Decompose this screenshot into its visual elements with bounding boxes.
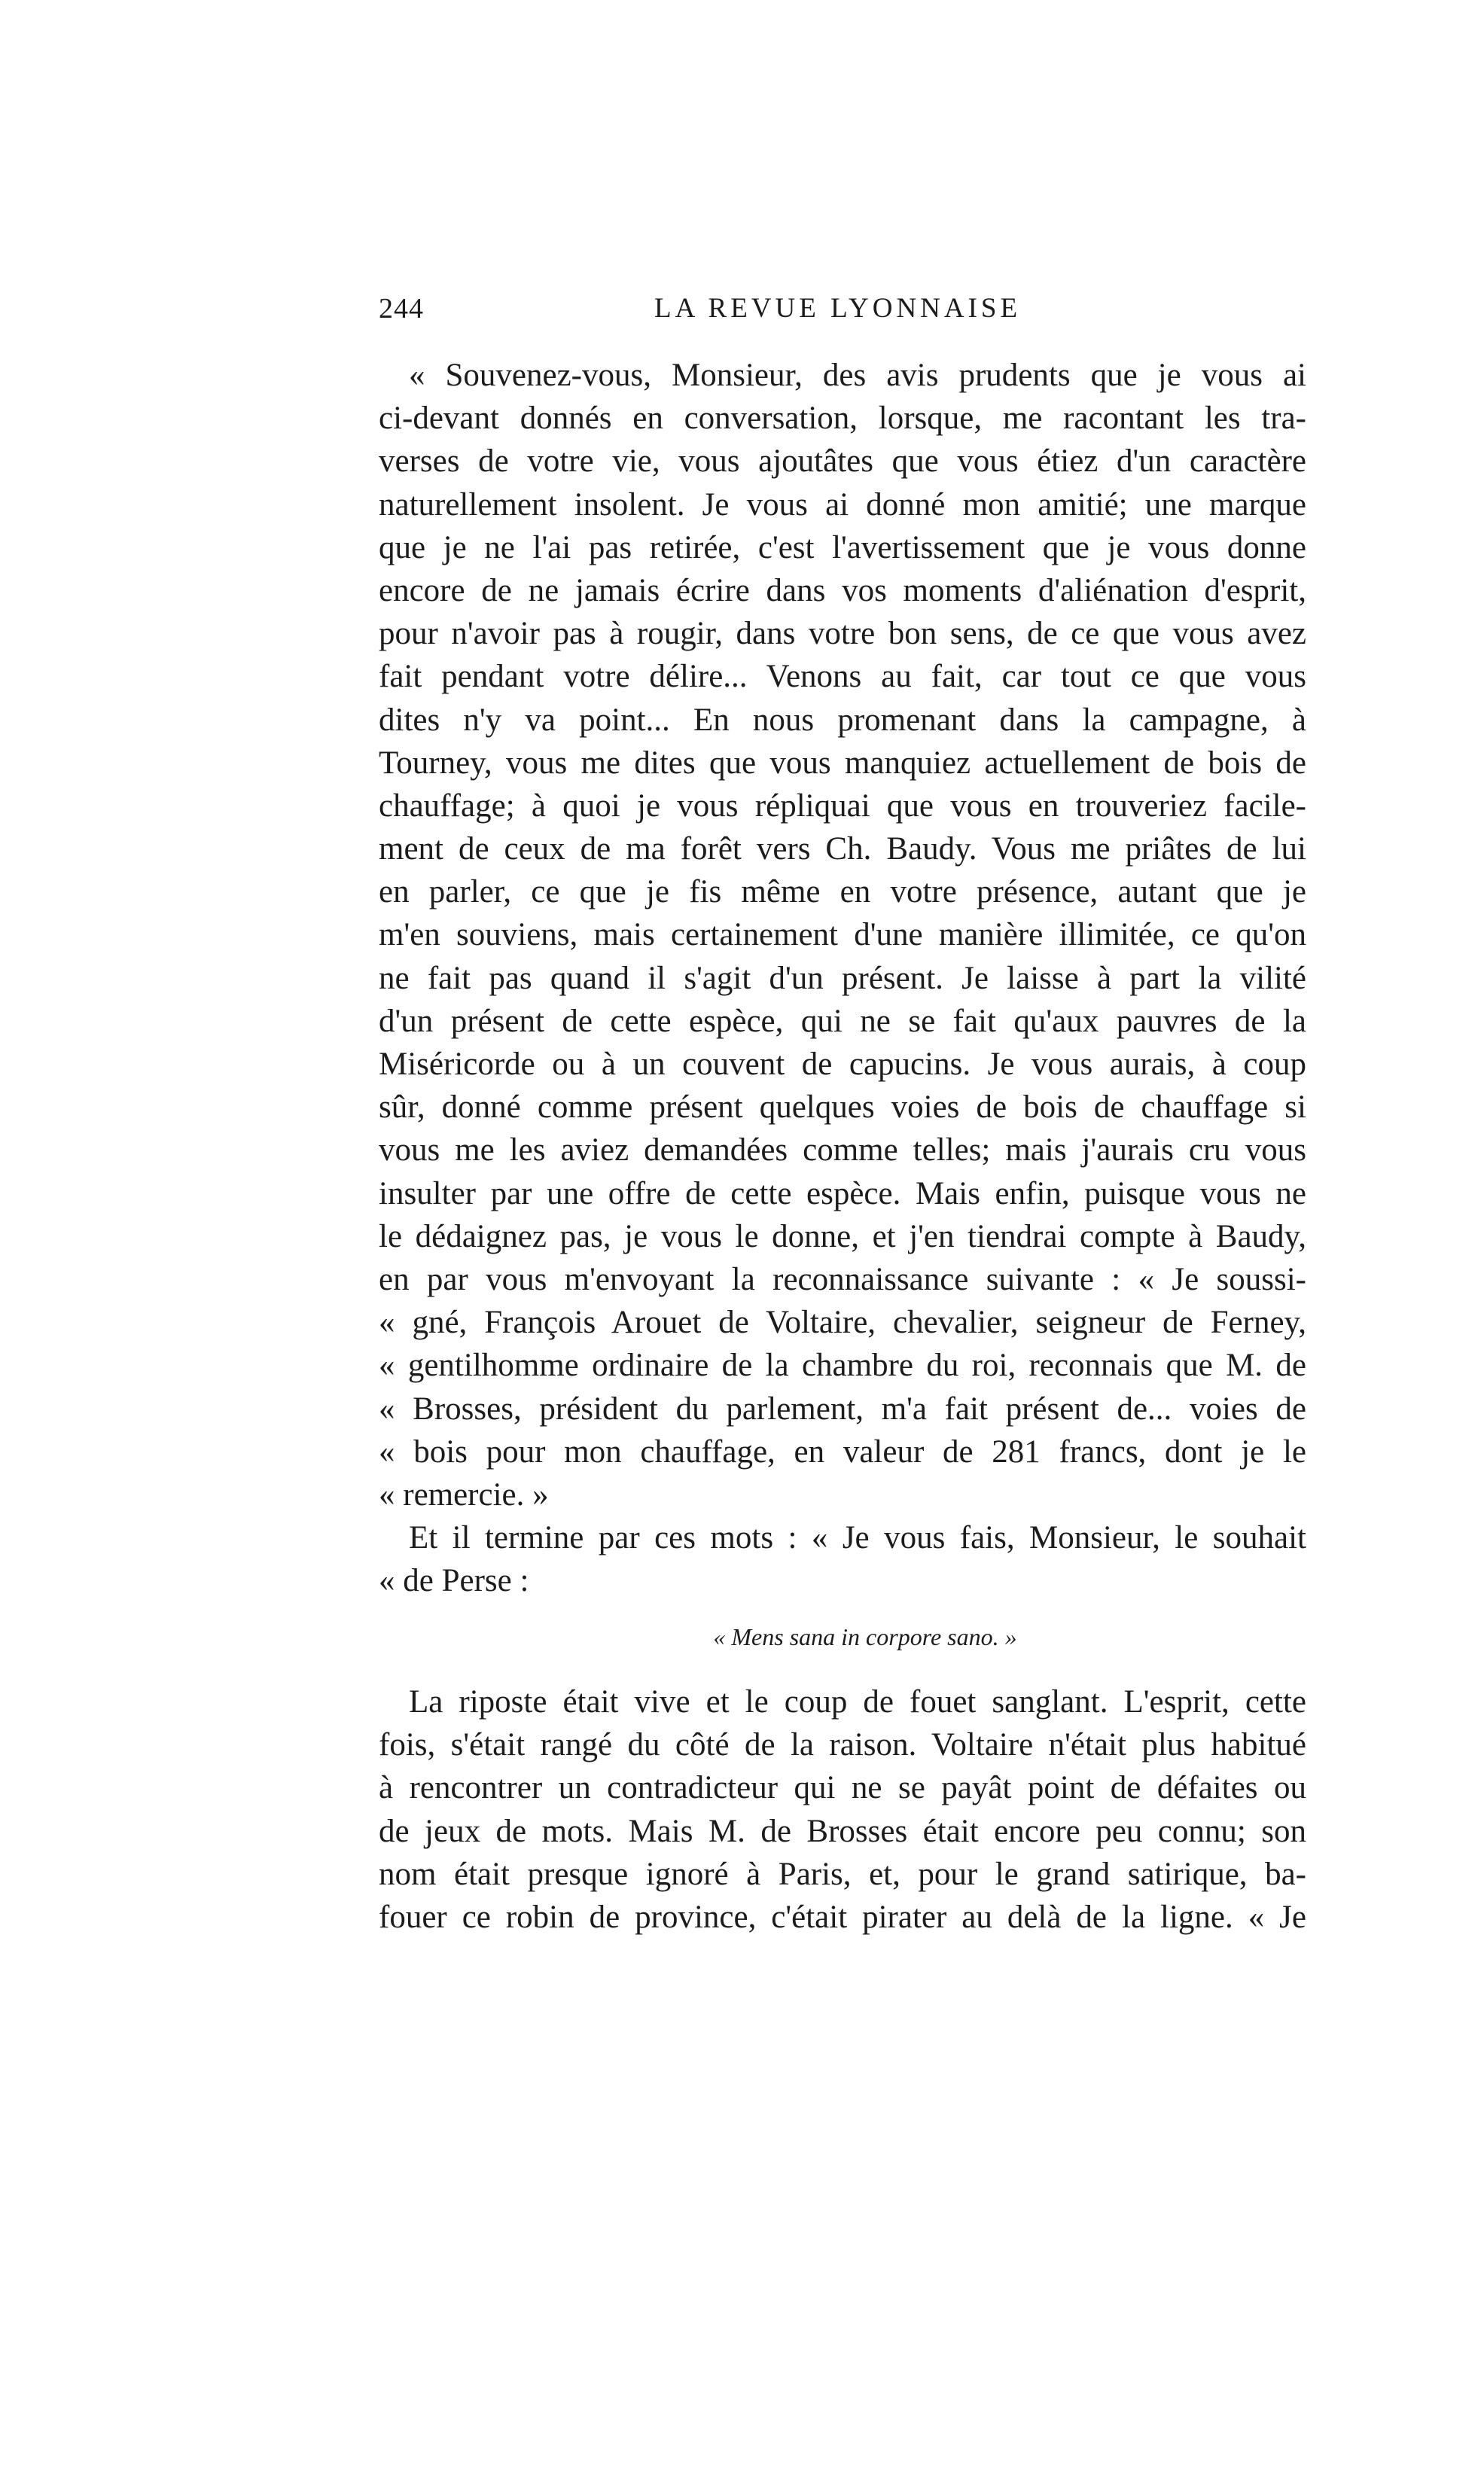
text-line: fouer ce robin de province, c'était pirater au delà de la ligne. « Je: [379, 1899, 1306, 1935]
text-line: « de Perse :: [379, 1563, 529, 1599]
text-line: « gné, François Arouet de Voltaire, chevalier, seigneur de Ferney,: [379, 1305, 1306, 1341]
text-line: d'un présent de cette espèce, qui ne se fait qu'aux pauvres de la: [379, 1003, 1306, 1039]
text-line: fait pendant votre délire... Venons au fait, car tout ce que vous: [379, 659, 1306, 695]
text-line: chauffage; à quoi je vous répliquai que vous en trouveriez facile-: [379, 788, 1306, 824]
text-line: Tourney, vous me dites que vous manquiez actuellement de bois de: [379, 745, 1306, 781]
text-line: nom était presque ignoré à Paris, et, pour le grand satirique, ba-: [379, 1856, 1306, 1892]
text-line: « remercie. »: [379, 1476, 549, 1513]
latin-verse: « Mens sana in corpore sano. »: [713, 1623, 1017, 1651]
text-line: encore de ne jamais écrire dans vos moments d'aliénation d'esprit,: [379, 572, 1306, 608]
page-header: [379, 292, 1306, 337]
text-line: La riposte était vive et le coup de fouet sanglant. L'esprit, cette: [409, 1684, 1306, 1720]
text-line: de jeux de mots. Mais M. de Brosses était encore peu connu; son: [379, 1813, 1306, 1849]
text-line: ment de ceux de ma forêt vers Ch. Baudy. Vous me priâtes de lui: [379, 831, 1306, 867]
letter-quotation: [379, 354, 1306, 1679]
text-line: verses de votre vie, vous ajoutâtes que vous étiez d'un caractère: [379, 443, 1306, 480]
text-line: fois, s'était rangé du côté de la raison. Voltaire n'était plus habitué: [379, 1727, 1306, 1763]
text-line: ne fait pas quand il s'agit d'un présent. Je laisse à part la vilité: [379, 960, 1306, 996]
page-number: 244: [379, 293, 424, 324]
text-line: insulter par une offre de cette espèce. Mais enfin, puisque vous ne: [379, 1175, 1306, 1211]
text-line: « Brosses, président du parlement, m'a fait présent de... voies de: [379, 1391, 1306, 1427]
running-title: LA REVUE LYONNAISE: [654, 293, 1022, 324]
text-line: sûr, donné comme présent quelques voies de bois de chauffage si: [379, 1089, 1306, 1126]
text-line: Miséricorde ou à un couvent de capucins. Je vous aurais, à coup: [379, 1047, 1306, 1082]
text-line: naturellement insolent. Je vous ai donné mon amitié; une marque: [379, 486, 1306, 523]
text-line: dites n'y va point... En nous promenant dans la campagne, à: [379, 702, 1306, 738]
text-line: à rencontrer un contradicteur qui ne se payât point de défaites ou: [379, 1770, 1306, 1806]
text-line: pour n'avoir pas à rougir, dans votre bon sens, de ce que vous avez: [379, 616, 1306, 652]
text-line: « Souvenez-vous, Monsieur, des avis prudents que je vous ai: [409, 358, 1306, 393]
text-line: que je ne l'ai pas retirée, c'est l'avertissement que je vous donne: [379, 529, 1306, 565]
text-line: en parler, ce que je fis même en votre présence, autant que je: [379, 874, 1306, 910]
text-line: le dédaignez pas, je vous le donne, et j'en tiendrai compte à Baudy,: [379, 1218, 1306, 1254]
text-line: Et il termine par ces mots : « Je vous fais, Monsieur, le souhait: [409, 1520, 1306, 1556]
text-line: vous me les aviez demandées comme telles; mais j'aurais cru vous: [379, 1132, 1306, 1168]
text-line: ci-devant donnés en conversation, lorsque, me racontant les tra-: [379, 401, 1306, 437]
text-line: m'en souviens, mais certainement d'une manière illimitée, ce qu'on: [379, 917, 1306, 953]
text-line: en par vous m'envoyant la reconnaissance suivante : « Je soussi-: [379, 1261, 1306, 1297]
text-line: « bois pour mon chauffage, en valeur de 281 francs, dont je le: [379, 1434, 1306, 1470]
text-line: « gentilhomme ordinaire de la chambre du roi, reconnais que M. de: [379, 1348, 1306, 1384]
commentary-paragraph: [379, 1680, 1306, 1939]
